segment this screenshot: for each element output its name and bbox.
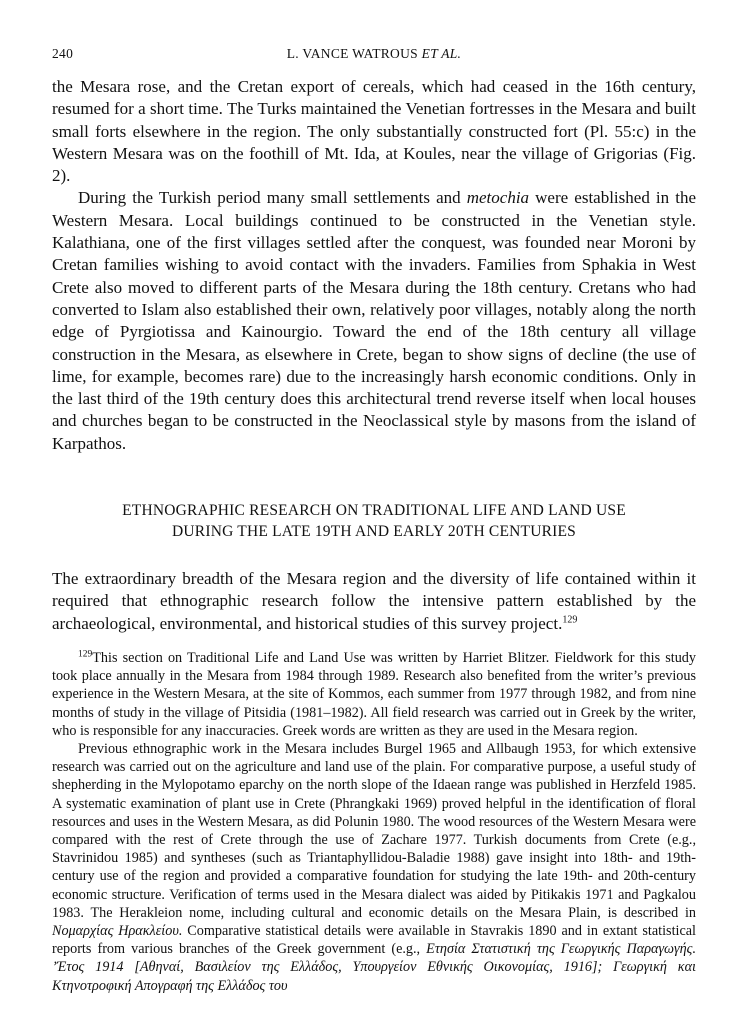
footnote-greek-title-1: Νομαρχίας Ηρακλείου. — [52, 922, 183, 939]
section-intro-paragraph — [52, 568, 696, 635]
paragraph-2 — [52, 187, 696, 455]
paragraph-2-italic-term: metochia — [466, 188, 530, 208]
page-number: 240 — [52, 46, 74, 61]
document-page — [52, 46, 696, 995]
section-heading — [52, 501, 696, 542]
footnote-text-2b: Comparative statistical details were available in Stavrakis 1890 and in extant statistical reports from various branches of the Greek government (e.g., — [52, 922, 696, 958]
running-head-etal: ET AL. — [421, 46, 462, 61]
section-intro-text: The extraordinary breadth of the Mesara region and the diversity of life contained within it required that ethnographic research follow the intensive pattern established by the archaeological, environmental, and historical studies of this survey project. — [52, 569, 696, 633]
footnote-reference: 129 — [562, 613, 578, 625]
paragraph-1: the Mesara rose, and the Cretan export of cereals, which had ceased in the 16th century, resumed for a short time. The Turks maintained the Venetian fortresses in the Mesara and built small forts elsewhere in the region. The only substantially constructed fort (Pl. 55:c) in the Western Mesara was on the foothill of Mt. Ida, at Koules, near the village of Grigorias (Fig. 2). — [52, 77, 696, 186]
footnote-marker: 129 — [78, 649, 93, 660]
running-head — [112, 46, 636, 62]
page-header — [52, 46, 696, 62]
section-heading-line-1: ETHNOGRAPHIC RESEARCH ON TRADITIONAL LIFE AND LAND USE — [122, 502, 626, 520]
running-head-authors: L. VANCE WATROUS — [286, 46, 418, 61]
footnote-129 — [52, 649, 696, 740]
footnote-text-1: This section on Traditional Life and Land Use was written by Harriet Blitzer. Fieldwork for this study took place annually in the Mesara from 1984 through 1989. Research also benefited from the writer’s previous experience in the Western Mesara, at the site of Kommos, each summer from 1977 through 1982, and from nine months of study in the village of Pitsidia (1981–1982). All field research was carried out in Greek by the writer, who is responsible for any inaccuracies. Greek words are written as they are used in the Mesara region. — [52, 649, 696, 739]
paragraph-2-text-b: were established in the Western Mesara. Local buildings continued to be constructed in the Venetian style. Kalathiana, one of the first villages settled after the conquest, was founded near Moroni by Cretan families wishing to avoid contact with the invaders. Families from Sphakia in West Crete also moved to different parts of the Mesara during the 18th century. Cretans who had converted to Islam also established their own, relatively poor villages, notably along the north edge of Pyrgiotissa and Kainourgio. Toward the end of the 18th century all village construction in the Mesara, as elsewhere in Crete, began to show signs of decline (the use of lime, for example, becomes rare) due to the increasingly harsh economic conditions. Only in the last third of the 19th century does this architectural trend reverse itself when local houses and churches began to be constructed in the Neoclassical style by masons from the island of Karpathos. — [52, 188, 697, 453]
paragraph-2-text-a: During the Turkish period many small settlements and — [78, 188, 467, 208]
section-heading-line-2: DURING THE LATE 19TH AND EARLY 20TH CENTURIES — [172, 522, 576, 540]
footnote-text-2a: Previous ethnographic work in the Mesara includes Burgel 1965 and Allbaugh 1953, for which extensive research was carried out on the agriculture and land use of the plain. For comparative purpose, a useful study of shepherding in the Mylopotamo eparchy on the north slope of the Idaean range was published in Herzfeld 1985. A systematic examination of plant use in Crete (Phrangkaki 1969) proved helpful in the identification of floral resources and uses in the Western Mesara, as did Polunin 1980. The wood resources of the Western Mesara were compared with the rest of Crete through the use of Zachare 1977. Turkish documents from Crete (e.g., Stavrinidou 1985) and syntheses (such as Triantaphyllidou-Baladie 1988) gave insight into 18th- and 19th-century use of the region and provided a comparative foundation for studying the late 19th- and 20th-century economic structure. Verification of terms used in the Mesara dialect was aided by Pitikakis 1971 and Pagkalou 1983. The Herakleion nome, including cultural and economic details on the Mesara Plain, is described in — [52, 740, 696, 921]
footnote-continuation — [52, 740, 696, 995]
footnote-greek-title-2: Ετησία Στατιστική της Γεωργικής Παραγωγής. ’Έτος 1914 [Αθηναί, Βασιλείον της Ελλάδος, Υπουργείον Εθνικής Οικονομίας, 1916]; Γεωργική και Κτηνοτροφική Απογραφή της Ελλάδος του — [52, 941, 696, 994]
